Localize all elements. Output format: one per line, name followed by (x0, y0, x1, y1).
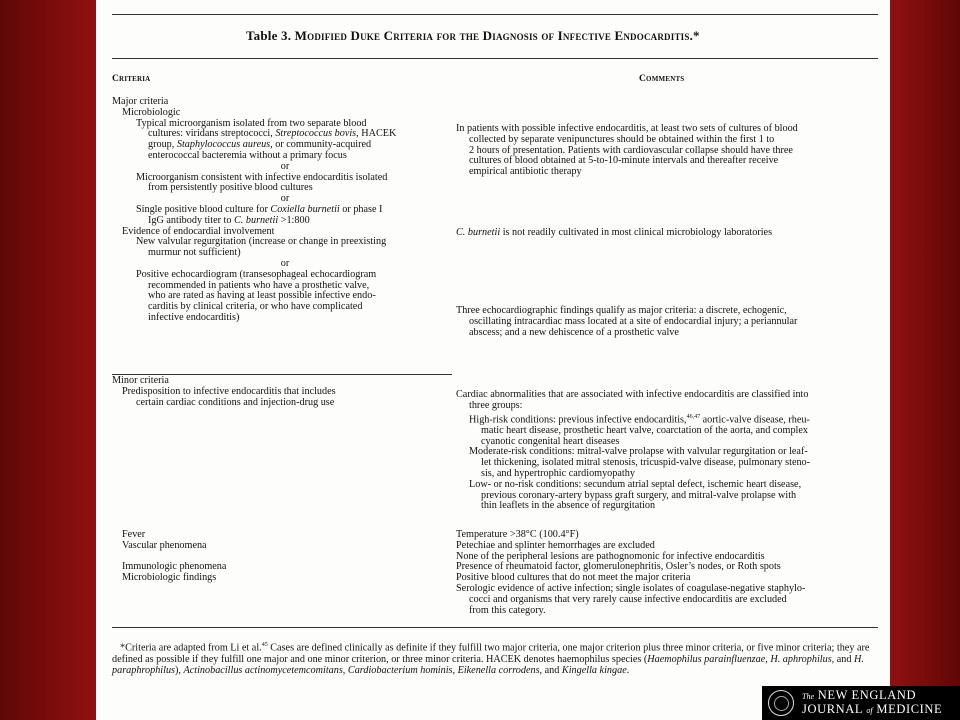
nejm-logo (762, 686, 960, 720)
or-separator: or (280, 257, 290, 269)
evidence-heading: Evidence of endocardial involvement (122, 225, 275, 237)
echo-line-2: recommended in patients who have a prosthetic valve, (148, 279, 370, 291)
low-risk-line-3: thin leaflets in the absence of regurgitation (481, 500, 656, 512)
microbiologic-findings-label: Microbiologic findings (122, 572, 217, 584)
temperature-comment: Temperature >38°C (100.4°F) (456, 529, 579, 540)
typical-line-3: group, Staphylococcus aureus, or community-acquired (148, 139, 372, 151)
high-risk-line-1: High-risk conditions: previous infective endocarditis,$^{46,47}$ aortic-valve disease, rheu- (469, 413, 810, 425)
comment-burnetii (456, 228, 870, 239)
criteria-column (112, 97, 458, 324)
echo-line-1: Positive echocardiogram (transesophageal echocardiogram (136, 268, 377, 280)
table-caption: Modified Duke Criteria for the Diagnosis of Infective Endocarditis.* (294, 28, 700, 43)
left-frame (0, 0, 96, 720)
table-footnote: *Criteria are adapted from Li et al.$^{45}$ Cases are defined clinically as definite if they fulfill two major criteria, one major criterion plus three minor criteria, or five minor criteria; they are defined as possible if they fulfill one major and one minor criterion, or three minor criteria. HACEK denotes haemophilus species (Haemophilus parainfluenzae, H. aphrophilus, and H. paraphrophilus), Actinobacillus actinomycetemcomitans, Cardiobacterium hominis, Eikenella corrodens, and Kingella kingae. (112, 642, 870, 677)
criteria-header: Criteria (112, 74, 151, 84)
minor-criteria-heading: Minor criteria (112, 375, 169, 386)
or-separator: or (280, 160, 290, 172)
table-number: Table 3. (246, 28, 292, 43)
comment-line: Cardiac abnormalities that are associated with infective endocarditis are classified into (456, 389, 809, 400)
moderate-risk-line-1: Moderate-risk conditions: mitral-valve prolapse with valvular regurgitation or leaf- (469, 446, 808, 458)
top-rule (112, 14, 878, 15)
comment-line: cultures of blood obtained at 5-to-10-minute intervals and thereafter receive (469, 155, 779, 167)
petechiae-comment: Petechiae and splinter hemorrhages are excluded (456, 539, 655, 551)
micro-consistent-line-1: Microorganism consistent with infective endocarditis isolated (136, 171, 388, 183)
fever-label: Fever (122, 529, 146, 540)
high-risk-line-3: cyanotic congenital heart diseases (481, 435, 620, 447)
echo-line-3: who are rated as having at least possible infective endo- (148, 290, 376, 302)
comment-echo (456, 306, 870, 338)
nejm-seal-icon (768, 690, 794, 716)
comment-line: oscillating intracardiac mass located at a site of endocardial injury; a periannular (469, 315, 798, 327)
comment-line: three groups: (469, 399, 523, 411)
peripheral-lesions-comment: None of the peripheral lesions are pathognomonic for infective endocarditis (456, 550, 765, 562)
footnote-rule (112, 627, 878, 628)
minor-criteria-list (112, 530, 458, 584)
positive-cultures-comment: Positive blood cultures that do not meet the major criteria (456, 572, 691, 584)
single-culture-line-1: Single positive blood culture for Coxiella burnetii or phase I (136, 203, 383, 215)
echo-line-5: infective endocarditis) (148, 311, 240, 323)
or-separator: or (280, 193, 290, 205)
document-page (96, 0, 890, 720)
micro-consistent-line-2: from persistently positive blood cultures (148, 182, 313, 194)
typical-line-1: Typical microorganism isolated from two separate blood (136, 117, 367, 129)
typical-line-4: enterococcal bacteremia without a primary focus (148, 149, 347, 161)
echo-line-4: carditis by clinical criteria, or who have complicated (148, 301, 363, 313)
single-culture-line-2: IgG antibody titer to C. burnetii >1:800 (148, 214, 310, 226)
serologic-comment-line-3: from this category. (469, 604, 546, 616)
right-frame (890, 0, 960, 720)
comment-line: C. burnetii is not readily cultivated in most clinical microbiology laboratories (456, 227, 773, 238)
rheumatoid-comment: Presence of rheumatoid factor, glomerulonephritis, Osler’s nodes, or Roth spots (456, 561, 781, 573)
typical-line-2: cultures: viridans streptococci, Streptococcus bovis, HACEK (148, 128, 397, 140)
comment-line: empirical antibiotic therapy (469, 166, 582, 178)
serologic-comment-line-2: cocci and organisms that very rarely cause infective endocarditis are excluded (469, 593, 787, 605)
valvular-line-2: murmur not sufficient) (148, 247, 241, 259)
comment-line: In patients with possible infective endocarditis, at least two sets of cultures of blood (456, 123, 798, 134)
high-risk-line-2: matic heart disease, prosthetic heart valve, coarctation of the aorta, and complex (481, 424, 808, 436)
vascular-label: Vascular phenomena (122, 539, 207, 551)
minor-criteria-column (112, 376, 458, 408)
comment-line: 2 hours of presentation. Patients with cardiovascular collapse should have three (469, 144, 793, 156)
comment-minor-list (456, 530, 870, 616)
moderate-risk-line-3: sis, and hypertrophic cardiomyopathy (481, 467, 635, 479)
predisposition-line-2: certain cardiac conditions and injection-drug use (136, 396, 335, 408)
low-risk-line-1: Low- or no-risk conditions: secundum atrial septal defect, ischemic heart disease, (469, 478, 802, 490)
valvular-line-1: New valvular regurgitation (increase or change in preexisting (136, 236, 387, 248)
major-criteria-heading: Major criteria (112, 96, 169, 107)
comment-line: Three echocardiographic findings qualify as major criteria: a discrete, echogenic, (456, 305, 787, 316)
table-title (246, 28, 866, 44)
serologic-comment-line-1: Serologic evidence of active infection; single isolates of coagulase-negative staphylo- (456, 582, 806, 594)
comment-line: abscess; and a new dehiscence of a prosthetic valve (469, 326, 679, 338)
comments-header: Comments (639, 74, 685, 84)
comment-major-cultures (456, 124, 870, 178)
immunologic-label: Immunologic phenomena (122, 561, 227, 573)
predisposition-line-1: Predisposition to infective endocarditis that includes (122, 385, 336, 397)
nejm-wordmark: The NEW ENGLAND JOURNAL of MEDICINE (802, 688, 943, 716)
microbiologic-heading: Microbiologic (122, 106, 181, 118)
title-rule (112, 58, 878, 59)
moderate-risk-line-2: let thickening, isolated mitral stenosis, tricuspid-valve disease, pulmonary steno- (481, 457, 811, 469)
comment-predisposition (456, 390, 870, 512)
low-risk-line-2: previous coronary-artery bypass graft surgery, and mitral-valve prolapse with (481, 489, 797, 501)
comment-line: collected by separate venipunctures should be obtained within the first 1 to (469, 133, 775, 145)
